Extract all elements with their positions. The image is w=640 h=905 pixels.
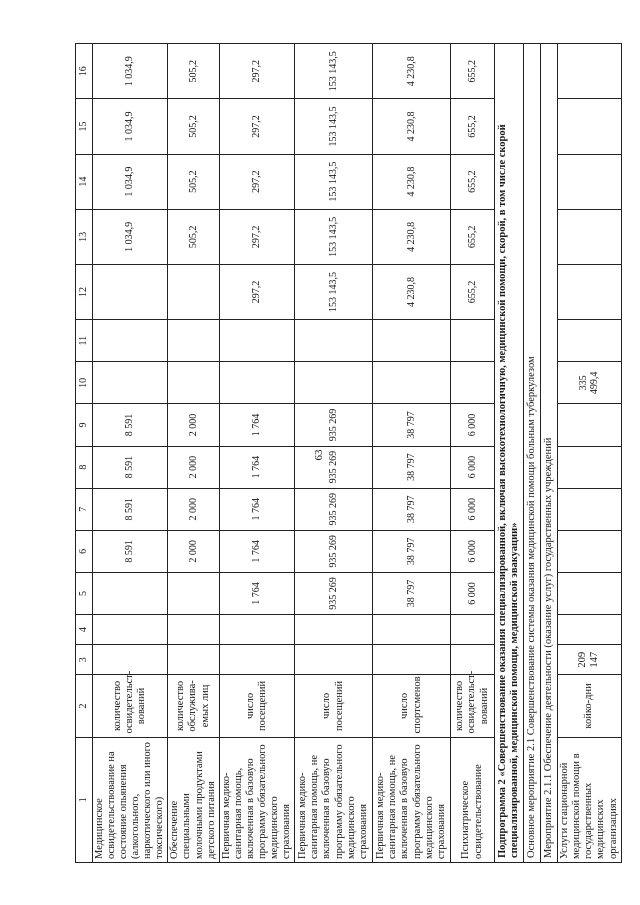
cell-c15: 1 034,9 xyxy=(93,99,168,154)
cell-c15: 655,2 xyxy=(451,99,495,154)
header-cell: 4 xyxy=(76,615,93,645)
cell-c11 xyxy=(219,320,294,362)
cell-c13: 153 143,5 xyxy=(295,209,373,264)
cell-c7: 38 797 xyxy=(373,488,451,530)
cell-c7: 6 000 xyxy=(451,488,495,530)
cell-c9: 935 269 xyxy=(295,404,373,446)
table-row xyxy=(93,44,168,863)
cell-c14: 655,2 xyxy=(451,154,495,209)
cell-c9: 8 591 xyxy=(93,404,168,446)
cell-c7: 1 764 xyxy=(219,488,294,530)
cell-c14: 153 143,5 xyxy=(295,154,373,209)
cell-c3: 209 147 xyxy=(558,645,621,675)
cell-c10 xyxy=(168,362,219,404)
cell-c3 xyxy=(168,645,219,675)
cell-c5: 1 764 xyxy=(219,572,294,614)
cell-c5 xyxy=(168,572,219,614)
cell-c12: 655,2 xyxy=(451,264,495,319)
cell-c5 xyxy=(93,572,168,614)
cell-c5: 935 269 xyxy=(295,572,373,614)
event-title-row xyxy=(541,44,558,863)
cell-c16: 1 034,9 xyxy=(93,44,168,99)
cell-c4 xyxy=(451,615,495,645)
cell-c11 xyxy=(295,320,373,362)
cell-c14: 1 034,9 xyxy=(93,154,168,209)
cell-c9: 38 797 xyxy=(373,404,451,446)
header-cell: 1 xyxy=(76,737,93,862)
cell-c6: 935 269 xyxy=(295,530,373,572)
header-cell: 6 xyxy=(76,530,93,572)
cell-c12 xyxy=(93,264,168,319)
cell-c10 xyxy=(93,362,168,404)
cell-unit: количество освидетельст-вований xyxy=(93,675,168,737)
cell-c8: 8 591 xyxy=(93,446,168,488)
cell-c15: 505,2 xyxy=(168,99,219,154)
header-cell: 16 xyxy=(76,44,93,99)
cell-c4 xyxy=(295,615,373,645)
event-title: Мероприятие 2.1.1 Обеспечение деятельности (оказание услуг) государственных учреждений xyxy=(541,44,558,863)
header-cell: 3 xyxy=(76,645,93,675)
cell-c12: 4 230,8 xyxy=(373,264,451,319)
table-container xyxy=(75,43,619,863)
budget-table xyxy=(75,43,622,863)
cell-unit: число спортсменов xyxy=(373,675,451,737)
page-number: 63 xyxy=(313,449,325,461)
cell-c12: 297,2 xyxy=(219,264,294,319)
cell-c8: 935 269 xyxy=(295,446,373,488)
cell-c3 xyxy=(373,645,451,675)
header-cell: 5 xyxy=(76,572,93,614)
cell-c16: 153 143,5 xyxy=(295,44,373,99)
subprogram-title: Подпрограмма 2 «Совершенствование оказания специализированной, включая высокотехнологичную, медицинской помощи, скорой, в том числе скорой специализированной, медицинской помощи, медицинской эвакуации» xyxy=(495,44,524,863)
header-cell: 10 xyxy=(76,362,93,404)
cell-c9: 2 000 xyxy=(168,404,219,446)
cell-c16: 297,2 xyxy=(219,44,294,99)
cell-c5 xyxy=(558,572,621,614)
cell-name: Первичная медико-санитарная помощь, не включенная в базовую программу обязательного медицинского страхования xyxy=(373,737,451,862)
header-cell: 13 xyxy=(76,209,93,264)
cell-c8 xyxy=(558,446,621,488)
cell-name: Обеспечение специальными молочными продуктами детского питания xyxy=(168,737,219,862)
cell-c14: 505,2 xyxy=(168,154,219,209)
cell-c16: 655,2 xyxy=(451,44,495,99)
table-row xyxy=(373,44,451,863)
cell-c8: 2 000 xyxy=(168,446,219,488)
header-cell: 2 xyxy=(76,675,93,737)
cell-unit: количество обслужива-емых лиц xyxy=(168,675,219,737)
header-cell: 7 xyxy=(76,488,93,530)
cell-name: Первичная медико-санитарная помощь, не включенная в базовую программу обязательного медицинского страхования xyxy=(295,737,373,862)
cell-c10 xyxy=(451,362,495,404)
cell-c10 xyxy=(295,362,373,404)
table-row xyxy=(451,44,495,863)
header-cell: 9 xyxy=(76,404,93,446)
cell-c6: 6 000 xyxy=(451,530,495,572)
main-event-title-row xyxy=(524,44,541,863)
cell-c11 xyxy=(93,320,168,362)
cell-c6: 38 797 xyxy=(373,530,451,572)
table-row xyxy=(219,44,294,863)
cell-c11 xyxy=(373,320,451,362)
cell-c6: 8 591 xyxy=(93,530,168,572)
cell-c10: 335 499,4 xyxy=(558,362,621,404)
cell-c8: 1 764 xyxy=(219,446,294,488)
header-cell: 12 xyxy=(76,264,93,319)
cell-c4 xyxy=(219,615,294,645)
cell-c6: 1 764 xyxy=(219,530,294,572)
header-cell: 14 xyxy=(76,154,93,209)
cell-c12 xyxy=(168,264,219,319)
cell-c9: 1 764 xyxy=(219,404,294,446)
cell-c15: 153 143,5 xyxy=(295,99,373,154)
cell-c16: 505,2 xyxy=(168,44,219,99)
cell-c4 xyxy=(168,615,219,645)
header-row xyxy=(76,44,93,863)
cell-c5: 6 000 xyxy=(451,572,495,614)
cell-c13: 4 230,8 xyxy=(373,209,451,264)
header-cell: 11 xyxy=(76,320,93,362)
cell-c13: 505,2 xyxy=(168,209,219,264)
cell-c8: 38 797 xyxy=(373,446,451,488)
cell-c7: 2 000 xyxy=(168,488,219,530)
cell-c6: 2 000 xyxy=(168,530,219,572)
cell-c7: 935 269 xyxy=(295,488,373,530)
cell-c15: 4 230,8 xyxy=(373,99,451,154)
cell-name: Услуги стационарной медицинской помощи в государственных медицинских организациях xyxy=(558,737,621,862)
cell-c14: 4 230,8 xyxy=(373,154,451,209)
cell-c4 xyxy=(373,615,451,645)
cell-c5: 38 797 xyxy=(373,572,451,614)
cell-c7 xyxy=(558,488,621,530)
cell-unit: койко-дни xyxy=(558,675,621,737)
table-row xyxy=(295,44,373,863)
cell-c4 xyxy=(93,615,168,645)
cell-c12: 153 143,5 xyxy=(295,264,373,319)
cell-c11 xyxy=(168,320,219,362)
cell-c4 xyxy=(558,615,621,645)
cell-c9 xyxy=(558,404,621,446)
cell-c13: 297,2 xyxy=(219,209,294,264)
cell-name: Медицинское освидетельствование на состояние опьянения (алкогольного, наркотического или иного токсического) xyxy=(93,737,168,862)
cell-c12 xyxy=(558,264,621,319)
cell-c15 xyxy=(558,99,621,154)
cell-unit: число посещений xyxy=(219,675,294,737)
main-event-title: Основное мероприятие 2.1 Совершенствование системы оказания медицинской помощи больным туберкулезом xyxy=(524,44,541,863)
cell-c8: 6 000 xyxy=(451,446,495,488)
cell-c15: 297,2 xyxy=(219,99,294,154)
table-row xyxy=(558,44,621,863)
cell-c6 xyxy=(558,530,621,572)
cell-c3 xyxy=(219,645,294,675)
cell-c16 xyxy=(558,44,621,99)
cell-c10 xyxy=(219,362,294,404)
header-cell: 15 xyxy=(76,99,93,154)
subprogram-title-row xyxy=(495,44,524,863)
cell-unit: число посещений xyxy=(295,675,373,737)
cell-c9: 6 000 xyxy=(451,404,495,446)
rotated-page xyxy=(75,43,619,863)
cell-c10 xyxy=(373,362,451,404)
cell-c3 xyxy=(295,645,373,675)
cell-c11 xyxy=(558,320,621,362)
cell-c13: 1 034,9 xyxy=(93,209,168,264)
header-cell: 8 xyxy=(76,446,93,488)
cell-name: Первичная медико-санитарная помощь, включенная в базовую программу обязательного медицинского страхования xyxy=(219,737,294,862)
cell-c16: 4 230,8 xyxy=(373,44,451,99)
cell-c14: 297,2 xyxy=(219,154,294,209)
cell-c13: 655,2 xyxy=(451,209,495,264)
table-row xyxy=(168,44,219,863)
cell-c7: 8 591 xyxy=(93,488,168,530)
cell-c13 xyxy=(558,209,621,264)
cell-c11 xyxy=(451,320,495,362)
cell-unit: количество освидетельст-вований xyxy=(451,675,495,737)
cell-c14 xyxy=(558,154,621,209)
cell-name: Психиатрическое освидетельствование xyxy=(451,737,495,862)
